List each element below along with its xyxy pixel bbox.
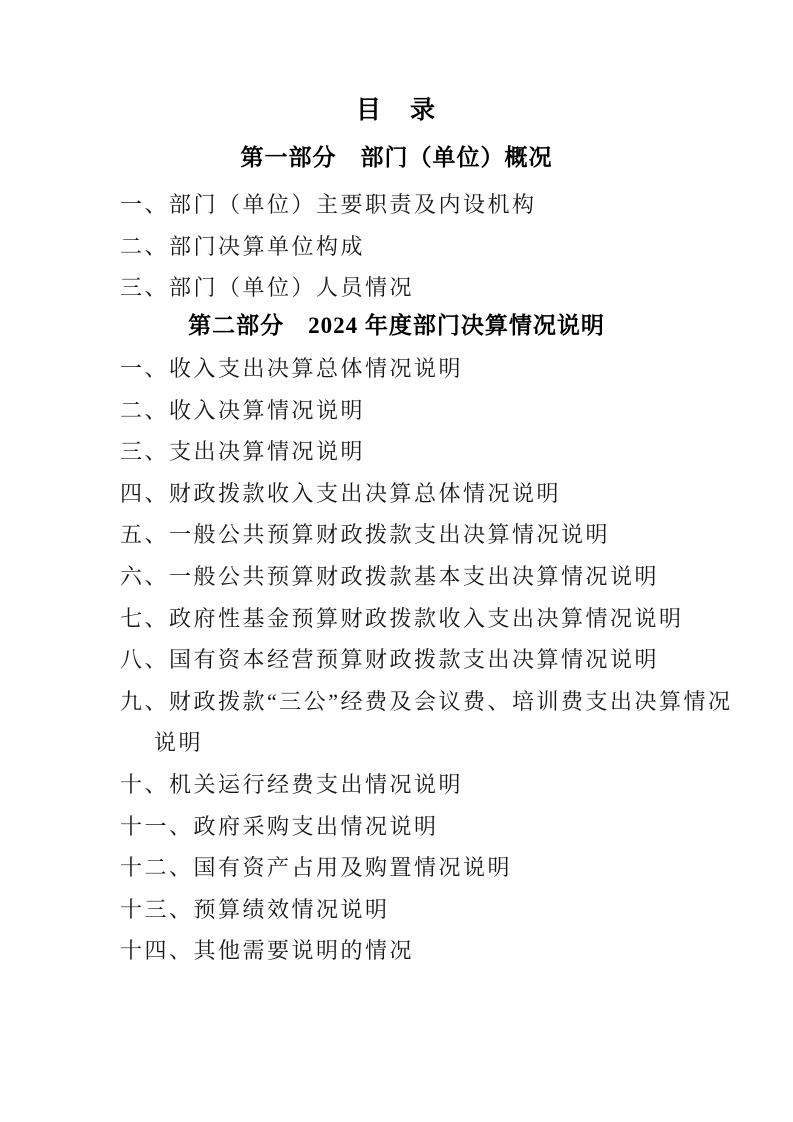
toc-item: 二、部门决算单位构成 xyxy=(120,233,366,259)
toc-title: 目 录 xyxy=(355,97,437,124)
toc-item-continuation: 说明 xyxy=(154,730,204,756)
toc-item: 十一、政府采购支出情况说明 xyxy=(120,813,439,839)
part1-item-list xyxy=(120,184,733,309)
toc-item: 一、部门（单位）主要职责及内设机构 xyxy=(120,192,537,217)
toc-item: 九、财政拨款“三公”经费及会议费、培训费支出决算情况 xyxy=(120,688,733,714)
toc-item: 三、支出决算情况说明 xyxy=(120,439,366,465)
toc-item: 八、国有资本经营预算财政拨款支出决算情况说明 xyxy=(120,647,660,673)
toc-item: 二、收入决算情况说明 xyxy=(120,397,366,423)
part2-item-list xyxy=(120,348,733,972)
part2-heading: 第二部分 2024 年度部门决算情况说明 xyxy=(188,313,605,338)
toc-item: 六、一般公共预算财政拨款基本支出决算情况说明 xyxy=(120,563,660,589)
toc-item: 七、政府性基金预算财政拨款收入支出决算情况说明 xyxy=(120,605,684,631)
toc-item: 十二、国有资产占用及购置情况说明 xyxy=(120,855,513,881)
toc-item: 十三、预算绩效情况说明 xyxy=(120,896,390,922)
toc-item: 五、一般公共预算财政拨款支出决算情况说明 xyxy=(120,522,611,548)
toc-item: 十、机关运行经费支出情况说明 xyxy=(120,771,464,797)
toc-item: 一、收入支出决算总体情况说明 xyxy=(120,356,464,381)
toc-item: 四、财政拨款收入支出决算总体情况说明 xyxy=(120,480,562,506)
toc-item: 三、部门（单位）人员情况 xyxy=(120,275,415,301)
part1-heading: 第一部分 部门（单位）概况 xyxy=(240,145,553,170)
toc-item: 十四、其他需要说明的情况 xyxy=(120,938,415,964)
